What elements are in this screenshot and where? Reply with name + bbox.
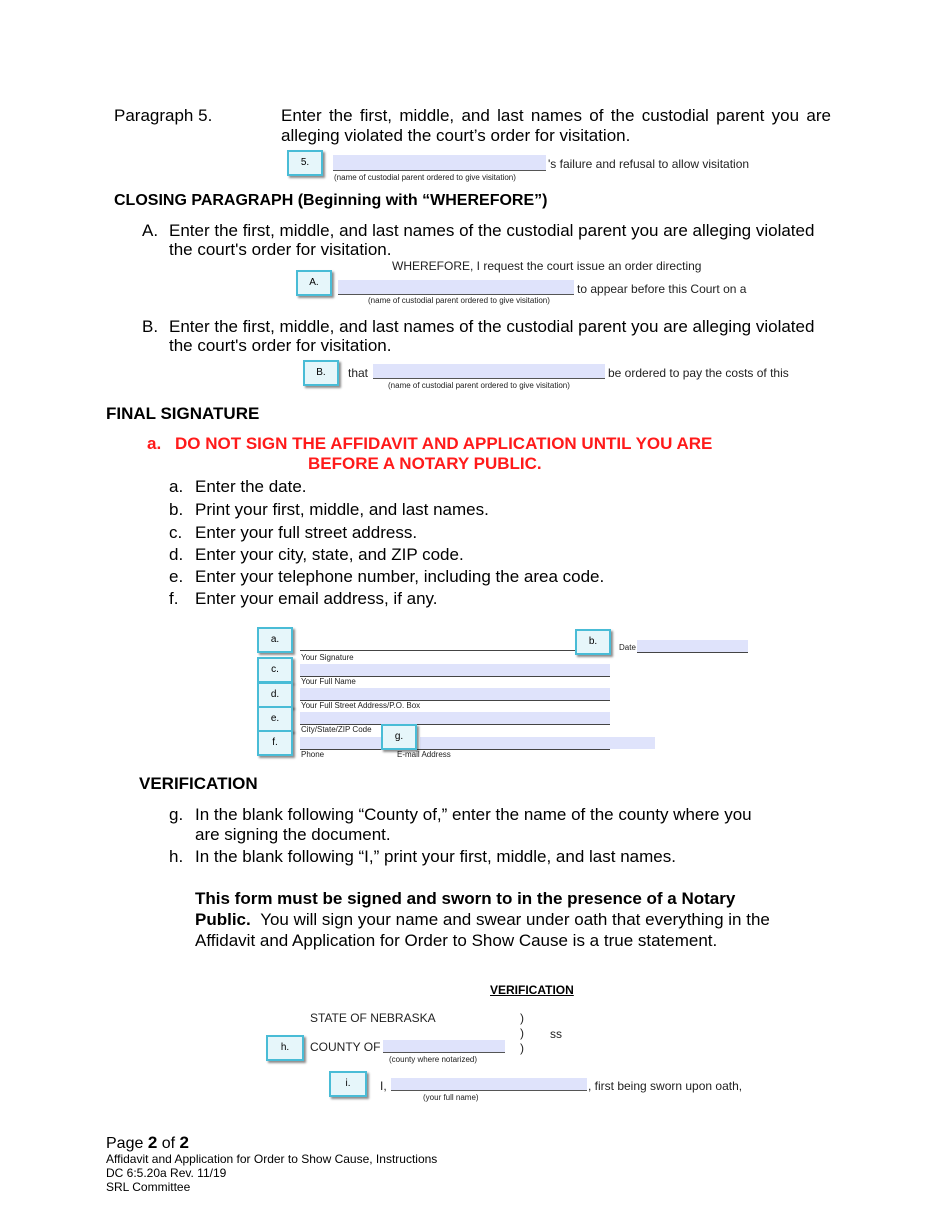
final-warning-line1: DO NOT SIGN THE AFFIDAVIT AND APPLICATION UNTIL YOU ARE	[175, 434, 713, 453]
closing-a-line1: Enter the first, middle, and last names of the custodial parent you are alleging violated	[169, 221, 815, 240]
sig-tag-f: f.	[257, 730, 293, 756]
final-item-text: Enter your city, state, and ZIP code.	[195, 545, 464, 564]
i-suffix: , first being sworn upon oath,	[588, 1079, 743, 1093]
page-num: 2	[147, 1133, 158, 1152]
street-label: Your Full Street Address/P.O. Box	[301, 701, 421, 710]
closing-b-name-field[interactable]	[373, 364, 605, 379]
final-item	[169, 500, 489, 520]
final-item-text: Print your first, middle, and last names.	[195, 500, 489, 519]
verification-tag-i: i.	[329, 1071, 367, 1097]
closing-b-line1: Enter the first, middle, and last names of the custodial parent you are alleging violated	[169, 317, 815, 336]
verification-tag-h: h.	[266, 1035, 304, 1061]
phone-label: Phone	[301, 750, 325, 759]
full-name-label: Your Full Name	[301, 677, 356, 686]
full-name-oath-underline	[391, 1090, 587, 1091]
page-total: 2	[179, 1133, 190, 1152]
final-item-text: Enter the date.	[195, 477, 307, 496]
contact-underline	[300, 749, 610, 750]
your-signature-label: Your Signature	[301, 653, 354, 662]
final-item-text: Enter your email address, if any.	[195, 589, 438, 608]
final-item-label: f.	[169, 589, 179, 608]
full-name-field[interactable]	[300, 664, 610, 676]
closing-b-line2: the court's order for visitation.	[169, 336, 392, 355]
page-number	[106, 1133, 189, 1153]
of-word: of	[161, 1135, 176, 1152]
para5-caption: (name of custodial parent ordered to give visitation)	[334, 173, 516, 182]
i-prefix: I,	[380, 1079, 387, 1093]
para5-label: Paragraph 5.	[114, 106, 213, 125]
verification-heading: VERIFICATION	[139, 774, 258, 793]
sig-tag-d: d.	[257, 682, 293, 708]
closing-b-underline	[373, 378, 605, 379]
signature-line[interactable]	[300, 650, 578, 651]
final-warning-line2: BEFORE A NOTARY PUBLIC.	[308, 454, 542, 473]
date-underline	[637, 652, 748, 653]
email-field[interactable]	[420, 737, 655, 749]
final-item	[169, 545, 464, 565]
closing-b-tag: B.	[303, 360, 339, 386]
final-item	[169, 567, 604, 587]
county-caption: (county where notarized)	[389, 1055, 478, 1064]
closing-a-label: A.	[142, 221, 159, 240]
ss-label: ss	[550, 1027, 562, 1041]
footer-line1: Affidavit and Application for Order to Show Cause, Instructions	[106, 1152, 438, 1166]
verification-form-title: VERIFICATION	[490, 983, 574, 997]
closing-b-label: B.	[142, 317, 159, 336]
para5-suffix: 's failure and refusal to allow visitation	[548, 157, 750, 171]
date-label: Date	[619, 643, 636, 652]
final-item-label: a.	[169, 477, 184, 496]
verification-item-line1: In the blank following “I,” print your first, middle, and last names.	[195, 847, 676, 866]
sig-tag-e: e.	[257, 706, 293, 732]
paren-3: )	[520, 1041, 524, 1055]
final-item-label: b.	[169, 500, 184, 519]
sig-tag-a: a.	[257, 627, 293, 653]
city-label: City/State/ZIP Code	[301, 725, 372, 734]
final-item-label: e.	[169, 567, 184, 586]
closing-a-tag: A.	[296, 270, 332, 296]
para5-text-line1: Enter the first, middle, and last names of the custodial parent you are	[281, 106, 831, 125]
county-underline	[383, 1052, 505, 1053]
final-item-label: c.	[169, 523, 183, 542]
para5-underline	[333, 170, 546, 171]
notice-line3: Affidavit and Application for Order to Show Cause is a true statement.	[195, 931, 718, 950]
verification-item-label: g.	[169, 805, 184, 824]
sig-tag-b: b.	[575, 629, 611, 655]
verification-item-label: h.	[169, 847, 184, 866]
para5-tag: 5.	[287, 150, 323, 176]
footer-line3: SRL Committee	[106, 1180, 191, 1194]
final-item	[169, 477, 307, 497]
notice-line2	[195, 910, 770, 930]
date-field[interactable]	[637, 640, 748, 652]
sig-tag-c: c.	[257, 657, 293, 683]
city-field[interactable]	[300, 712, 610, 724]
closing-b-caption: (name of custodial parent ordered to give visitation)	[388, 381, 570, 390]
paren-1: )	[520, 1011, 524, 1025]
final-item-label: d.	[169, 545, 184, 564]
closing-a-suffix: to appear before this Court on a	[577, 282, 747, 296]
email-label: E-mail Address	[397, 750, 451, 759]
page-word: Page	[106, 1135, 144, 1152]
street-field[interactable]	[300, 688, 610, 700]
para5-name-field[interactable]	[333, 155, 546, 171]
closing-heading: CLOSING PARAGRAPH (Beginning with “WHEREFORE”)	[114, 192, 548, 209]
final-item-text: Enter your full street address.	[195, 523, 418, 542]
notice-rest: You will sign your name and swear under oath that everything in the	[260, 910, 770, 929]
final-item-text: Enter your telephone number, including the area code.	[195, 567, 605, 586]
closing-a-snip-top: WHEREFORE, I request the court issue an order directing	[392, 259, 702, 273]
closing-a-name-field[interactable]	[338, 280, 574, 295]
footer-line2: DC 6:5.20a Rev. 11/19	[106, 1166, 227, 1180]
final-item	[169, 523, 417, 543]
final-item	[169, 589, 438, 609]
verification-item-line2: are signing the document.	[195, 825, 391, 844]
closing-b-prefix: that	[348, 366, 369, 380]
sig-tag-g: g.	[381, 724, 417, 750]
closing-a-underline	[338, 294, 574, 295]
i-caption: (your full name)	[423, 1093, 479, 1102]
closing-a-caption: (name of custodial parent ordered to give visitation)	[368, 296, 550, 305]
state-of-nebraska: STATE OF NEBRASKA	[310, 1011, 436, 1025]
phone-field[interactable]	[300, 737, 394, 749]
final-heading: FINAL SIGNATURE	[106, 404, 260, 423]
final-warning-label: a.	[147, 434, 162, 453]
verification-item-line1: In the blank following “County of,” enter the name of the county where you	[195, 805, 752, 824]
para5-text-line2: alleging violated the court’s order for visitation.	[281, 126, 631, 145]
paren-2: )	[520, 1026, 524, 1040]
notice-bold-public: Public.	[195, 910, 251, 929]
closing-a-line2: the court's order for visitation.	[169, 240, 392, 259]
closing-b-suffix: be ordered to pay the costs of this	[608, 366, 789, 380]
notice-bold-line1: This form must be signed and sworn to in the presence of a Notary	[195, 889, 736, 908]
county-of-label: COUNTY OF	[310, 1040, 381, 1054]
